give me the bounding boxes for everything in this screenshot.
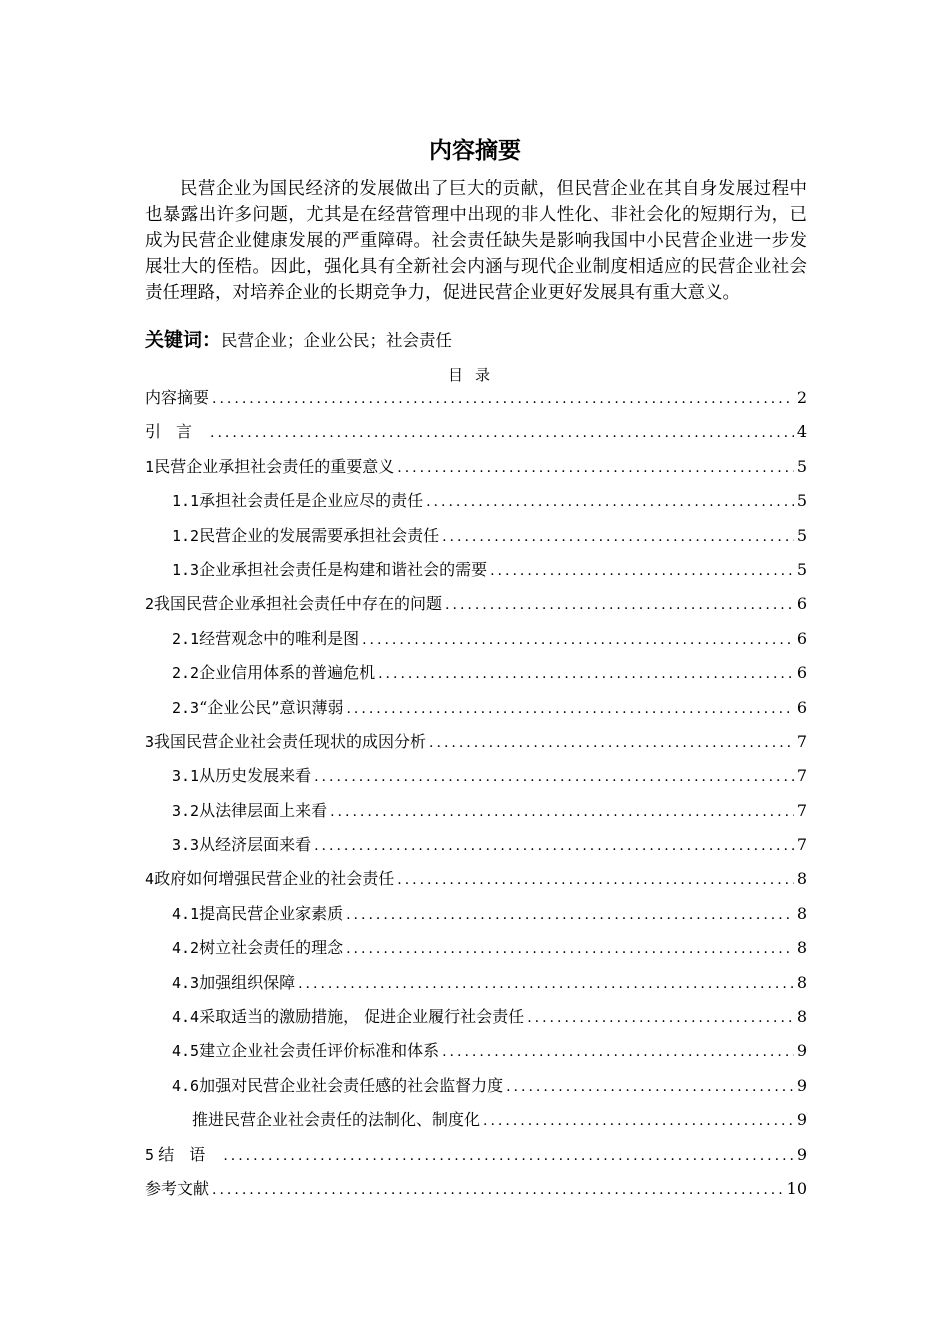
toc-leader-dots bbox=[483, 1111, 794, 1131]
abstract-paragraph: 民营企业为国民经济的发展做出了巨大的贡献，但民营企业在其自身发展过程中也暴露出许多问题，尤其是在经营管理中出现的非人性化、非社会化的短期行为，已成为民营企业健康发展的严重障碍。社会责任缺失是影响我国中小民营企业进一步发展壮大的侄梏。因此，强化具有全新社会内涵与现代企业制度相适应的民营企业社会责任理路，对培养企业的长期竞争力，促进民营企业更好发展具有重大意义。 bbox=[145, 179, 807, 303]
keywords-value: 民营企业；企业公民；社会责任 bbox=[221, 331, 453, 350]
toc-entry-number: 1 bbox=[145, 457, 155, 476]
toc-entry-number: 4.5 bbox=[172, 1042, 200, 1061]
toc-entry[interactable] bbox=[145, 973, 807, 1007]
toc-entry[interactable] bbox=[145, 1007, 807, 1041]
toc-entry-text: 政府如何增强民营企业的社会责任 bbox=[154, 869, 395, 889]
toc-entry-number: 4.2 bbox=[172, 939, 200, 958]
toc-entry-text: 结语 bbox=[158, 1144, 221, 1164]
toc-entry-number: 4.3 bbox=[172, 973, 200, 992]
toc-entry-number: 1.1 bbox=[172, 492, 200, 511]
toc-title: 目录 bbox=[447, 366, 502, 384]
toc-entry-text: “企业公民”意识薄弱 bbox=[199, 697, 344, 717]
toc-entry[interactable] bbox=[145, 1076, 807, 1110]
toc-entry-number: 5 bbox=[145, 1145, 155, 1164]
toc-leader-dots bbox=[298, 974, 794, 994]
toc-entry-text: 民营企业的发展需要承担社会责任 bbox=[199, 525, 440, 545]
toc-entry-number: 4.6 bbox=[172, 1076, 200, 1095]
toc-entry-text: 加强对民营企业社会责任感的社会监督力度 bbox=[199, 1075, 504, 1095]
toc-entry-page: 7 bbox=[796, 835, 807, 855]
toc-leader-dots bbox=[362, 630, 794, 650]
toc-entry[interactable] bbox=[145, 388, 807, 422]
toc-entry[interactable] bbox=[145, 629, 807, 663]
toc-entry-number: 4.1 bbox=[172, 904, 200, 923]
toc-entry[interactable] bbox=[145, 422, 807, 456]
toc-leader-dots bbox=[210, 423, 794, 443]
toc-entry-page: 8 bbox=[796, 972, 807, 992]
toc-entry[interactable] bbox=[145, 869, 807, 903]
toc-entry-text: 内容摘要 bbox=[145, 388, 210, 407]
toc-entry-text: 树立社会责任的理念 bbox=[199, 938, 344, 958]
toc-leader-dots bbox=[314, 767, 794, 787]
toc-entry-text: 推进民营企业社会责任的法制化、制度化 bbox=[192, 1110, 481, 1130]
toc-leader-dots bbox=[429, 733, 794, 753]
toc-entry-page: 7 bbox=[796, 766, 807, 786]
toc-entry-text: 从法律层面上来看 bbox=[199, 800, 328, 820]
table-of-contents bbox=[145, 388, 807, 1213]
toc-entry-page: 9 bbox=[796, 1041, 807, 1061]
toc-leader-dots bbox=[426, 492, 794, 512]
toc-entry-number: 3.3 bbox=[172, 836, 200, 855]
toc-entry-number: 2.2 bbox=[172, 664, 200, 683]
toc-entry-number: 3.2 bbox=[172, 801, 200, 820]
toc-entry-page: 8 bbox=[796, 869, 807, 889]
toc-entry[interactable] bbox=[145, 526, 807, 560]
page-title: 内容摘要 bbox=[429, 138, 521, 164]
toc-entry-number: 4 bbox=[145, 870, 155, 889]
toc-entry-text: 建立企业社会责任评价标准和体系 bbox=[199, 1041, 440, 1061]
toc-entry-text: 承担社会责任是企业应尽的责任 bbox=[199, 491, 424, 511]
toc-entry-page: 6 bbox=[796, 628, 807, 648]
toc-entry-text: 从经济层面来看 bbox=[199, 835, 312, 855]
toc-leader-dots bbox=[397, 870, 794, 890]
toc-entry-number: 2.3 bbox=[172, 698, 200, 717]
toc-entry-text: 我国民营企业社会责任现状的成因分析 bbox=[154, 731, 427, 751]
toc-entry-page: 4 bbox=[796, 422, 807, 442]
toc-leader-dots bbox=[346, 939, 794, 959]
toc-leader-dots bbox=[506, 1077, 794, 1097]
toc-entry-page: 8 bbox=[796, 1007, 807, 1027]
toc-entry-number: 2 bbox=[145, 595, 155, 614]
toc-leader-dots bbox=[378, 664, 794, 684]
toc-entry-text: 经营观念中的唯利是图 bbox=[199, 628, 360, 648]
toc-entry-page: 5 bbox=[796, 559, 807, 579]
toc-entry[interactable] bbox=[145, 491, 807, 525]
toc-entry[interactable] bbox=[145, 904, 807, 938]
toc-entry[interactable] bbox=[145, 663, 807, 697]
toc-entry-page: 5 bbox=[796, 456, 807, 476]
toc-entry-page: 9 bbox=[796, 1110, 807, 1130]
toc-entry[interactable] bbox=[145, 698, 807, 732]
toc-entry-page: 6 bbox=[796, 663, 807, 683]
toc-entry-page: 6 bbox=[796, 594, 807, 614]
toc-entry-text: 企业承担社会责任是构建和谐社会的需要 bbox=[199, 559, 488, 579]
toc-entry-number: 4.4 bbox=[172, 1008, 200, 1027]
keywords-line bbox=[145, 325, 452, 352]
toc-entry-number: 3 bbox=[145, 732, 155, 751]
toc-entry-text: 民营企业承担社会责任的重要意义 bbox=[154, 456, 395, 476]
toc-leader-dots bbox=[527, 1008, 794, 1028]
toc-entry-text: 我国民营企业承担社会责任中存在的问题 bbox=[154, 594, 443, 614]
toc-leader-dots bbox=[490, 561, 794, 581]
toc-entry[interactable] bbox=[145, 1145, 807, 1179]
toc-entry-page: 5 bbox=[796, 491, 807, 511]
toc-entry-text: 提高民营企业家素质 bbox=[199, 903, 344, 923]
toc-entry[interactable] bbox=[145, 938, 807, 972]
toc-entry-page: 9 bbox=[796, 1144, 807, 1164]
toc-entry[interactable] bbox=[145, 732, 807, 766]
toc-entry-page: 9 bbox=[796, 1075, 807, 1095]
toc-entry-page: 8 bbox=[796, 903, 807, 923]
toc-leader-dots bbox=[346, 699, 793, 719]
toc-leader-dots bbox=[397, 458, 794, 478]
toc-leader-dots bbox=[346, 905, 794, 925]
toc-leader-dots bbox=[212, 389, 794, 409]
toc-entry[interactable] bbox=[145, 835, 807, 869]
toc-entry-text: 采取适当的激励措施， 促进企业履行社会责任 bbox=[199, 1007, 525, 1027]
toc-leader-dots bbox=[314, 836, 794, 856]
keywords-label: 关键词： bbox=[145, 329, 222, 351]
toc-leader-dots bbox=[223, 1146, 794, 1166]
toc-entry-page: 10 bbox=[786, 1178, 807, 1198]
toc-entry[interactable] bbox=[145, 594, 807, 628]
toc-entry-text: 企业信用体系的普遍危机 bbox=[199, 663, 376, 683]
toc-leader-dots bbox=[212, 1180, 784, 1200]
toc-leader-dots bbox=[442, 527, 794, 547]
toc-entry-page: 2 bbox=[796, 388, 807, 407]
toc-entry[interactable] bbox=[145, 1179, 807, 1213]
toc-entry-number: 3.1 bbox=[172, 767, 200, 786]
toc-entry-text: 加强组织保障 bbox=[199, 972, 296, 992]
toc-leader-dots bbox=[330, 802, 794, 822]
toc-entry-page: 8 bbox=[796, 938, 807, 958]
toc-entry-page: 7 bbox=[796, 800, 807, 820]
toc-entry[interactable] bbox=[145, 457, 807, 491]
toc-entry-page: 5 bbox=[796, 525, 807, 545]
toc-entry[interactable] bbox=[145, 560, 807, 594]
toc-leader-dots bbox=[445, 595, 794, 615]
toc-leader-dots bbox=[442, 1042, 794, 1062]
toc-entry-text: 引言 bbox=[145, 422, 208, 442]
toc-entry[interactable] bbox=[145, 766, 807, 800]
toc-entry-page: 6 bbox=[796, 697, 807, 717]
toc-entry-number: 1.3 bbox=[172, 560, 200, 579]
toc-entry-text: 参考文献 bbox=[145, 1178, 210, 1198]
toc-entry-number: 1.2 bbox=[172, 526, 200, 545]
toc-entry[interactable] bbox=[145, 1110, 807, 1144]
toc-entry[interactable] bbox=[145, 1041, 807, 1075]
toc-entry-page: 7 bbox=[796, 731, 807, 751]
toc-entry-number: 2.1 bbox=[172, 629, 200, 648]
toc-entry[interactable] bbox=[145, 801, 807, 835]
toc-entry-text: 从历史发展来看 bbox=[199, 766, 312, 786]
